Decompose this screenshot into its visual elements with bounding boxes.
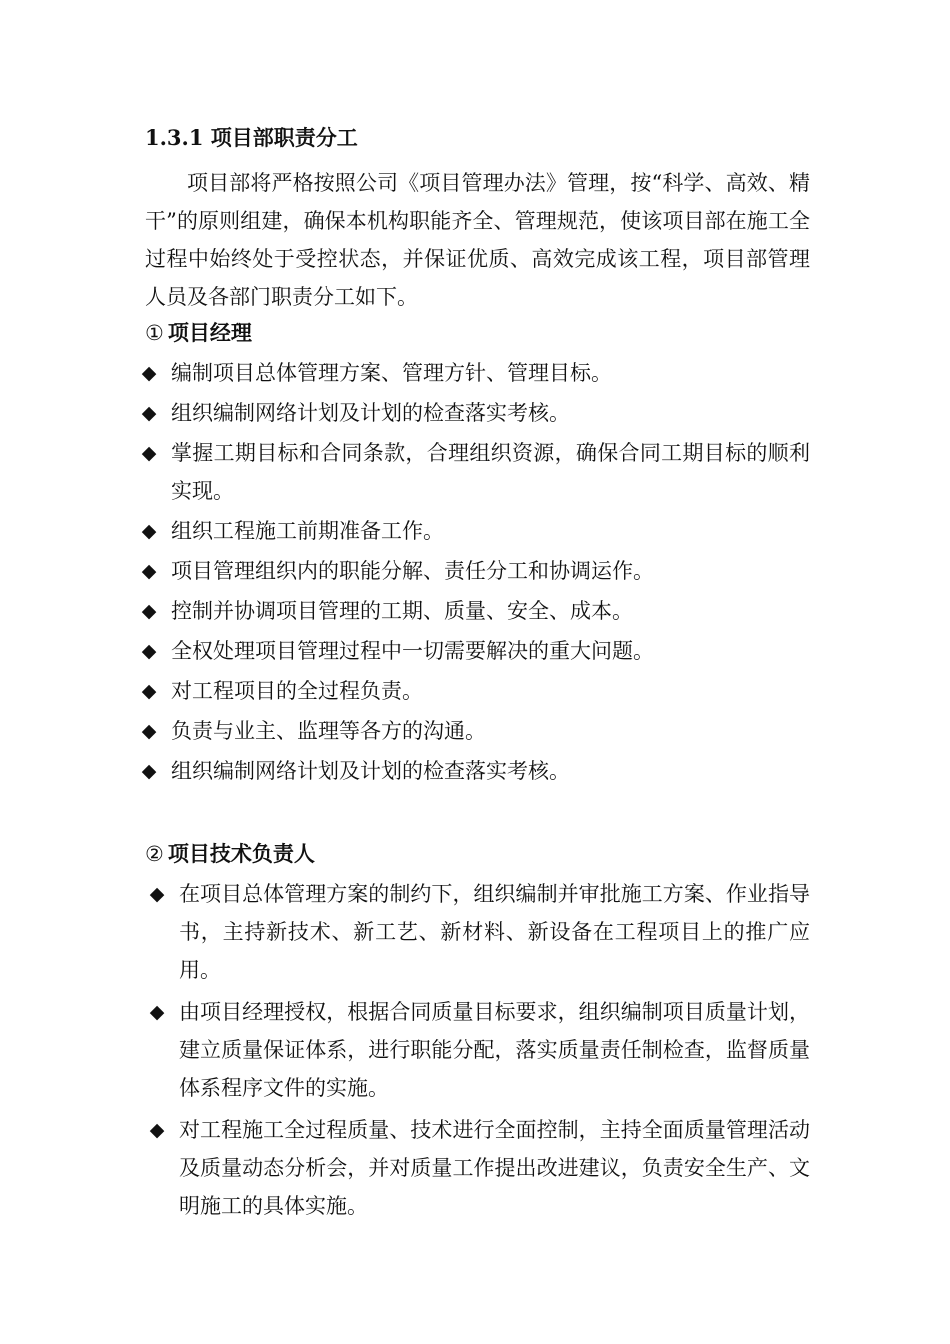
- list-item-text: 由项目经理授权，根据合同质量目标要求，组织编制项目质量计划，建立质量保证体系，进行职能分配，落实质量责任制检查，监督质量体系程序文件的实施。: [179, 1000, 810, 1100]
- diamond-bullet-icon: ◆: [141, 720, 157, 742]
- list-item-text: 掌握工期目标和合同条款，合理组织资源，确保合同工期目标的顺利实现。: [171, 441, 810, 503]
- list-item: [137, 752, 810, 790]
- circled-number-1: ①: [145, 321, 164, 345]
- list-item: [137, 394, 810, 432]
- manager-duties-list: [137, 354, 810, 792]
- list-item: [137, 672, 810, 710]
- list-item-text: 负责与业主、监理等各方的沟通。: [171, 719, 486, 743]
- list-item: [137, 552, 810, 590]
- list-item-text: 控制并协调项目管理的工期、质量、安全、成本。: [171, 599, 633, 623]
- list-item: [145, 1111, 810, 1225]
- circled-number-2: ②: [145, 842, 164, 866]
- list-item-text: 对工程项目的全过程负责。: [171, 679, 423, 703]
- list-item-text: 组织工程施工前期准备工作。: [171, 519, 444, 543]
- diamond-bullet-icon: ◆: [141, 760, 157, 782]
- list-item-text: 组织编制网络计划及计划的检查落实考核。: [171, 401, 570, 425]
- subheading-label: 项目经理: [167, 320, 252, 345]
- list-item-text: 编制项目总体管理方案、管理方针、管理目标。: [171, 361, 612, 385]
- list-item-text: 项目管理组织内的职能分解、责任分工和协调运作。: [171, 559, 654, 583]
- list-item: [145, 875, 810, 989]
- list-item: [137, 712, 810, 750]
- diamond-bullet-icon: ◆: [149, 883, 165, 905]
- diamond-bullet-icon: ◆: [141, 362, 157, 384]
- list-item-text: 在项目总体管理方案的制约下，组织编制并审批施工方案、作业指导书，主持新技术、新工艺、新材料、新设备在工程项目上的推广应用。: [179, 882, 810, 982]
- list-item-text: 全权处理项目管理过程中一切需要解决的重大问题。: [171, 639, 654, 663]
- list-item: [137, 434, 810, 510]
- list-item: [137, 512, 810, 550]
- list-item: [137, 354, 810, 392]
- diamond-bullet-icon: ◆: [149, 1001, 165, 1023]
- diamond-bullet-icon: ◆: [141, 520, 157, 542]
- subheading-project-manager: [145, 318, 252, 348]
- subheading-label: 项目技术负责人: [167, 841, 315, 866]
- list-item: [137, 632, 810, 670]
- diamond-bullet-icon: ◆: [141, 560, 157, 582]
- diamond-bullet-icon: ◆: [141, 600, 157, 622]
- section-title: 1.3.1 项目部职责分工: [145, 125, 358, 150]
- list-item-text: 对工程施工全过程质量、技术进行全面控制，主持全面质量管理活动及质量动态分析会，并对质量工作提出改进建议，负责安全生产、文明施工的具体实施。: [179, 1118, 810, 1218]
- subheading-technical-lead: [145, 839, 315, 869]
- diamond-bullet-icon: ◆: [141, 640, 157, 662]
- diamond-bullet-icon: ◆: [141, 402, 157, 424]
- diamond-bullet-icon: ◆: [141, 442, 157, 464]
- diamond-bullet-icon: ◆: [149, 1119, 165, 1141]
- list-item: [137, 592, 810, 630]
- list-item: [145, 993, 810, 1107]
- tech-lead-duties-list: [145, 875, 810, 1229]
- list-item-text: 组织编制网络计划及计划的检查落实考核。: [171, 759, 570, 783]
- intro-paragraph: 项目部将严格按照公司《项目管理办法》管理，按“科学、高效、精干”的原则组建，确保本机构职能齐全、管理规范，使该项目部在施工全过程中始终处于受控状态，并保证优质、高效完成该工程，项目部管理人员及各部门职责分工如下。: [145, 171, 810, 309]
- diamond-bullet-icon: ◆: [141, 680, 157, 702]
